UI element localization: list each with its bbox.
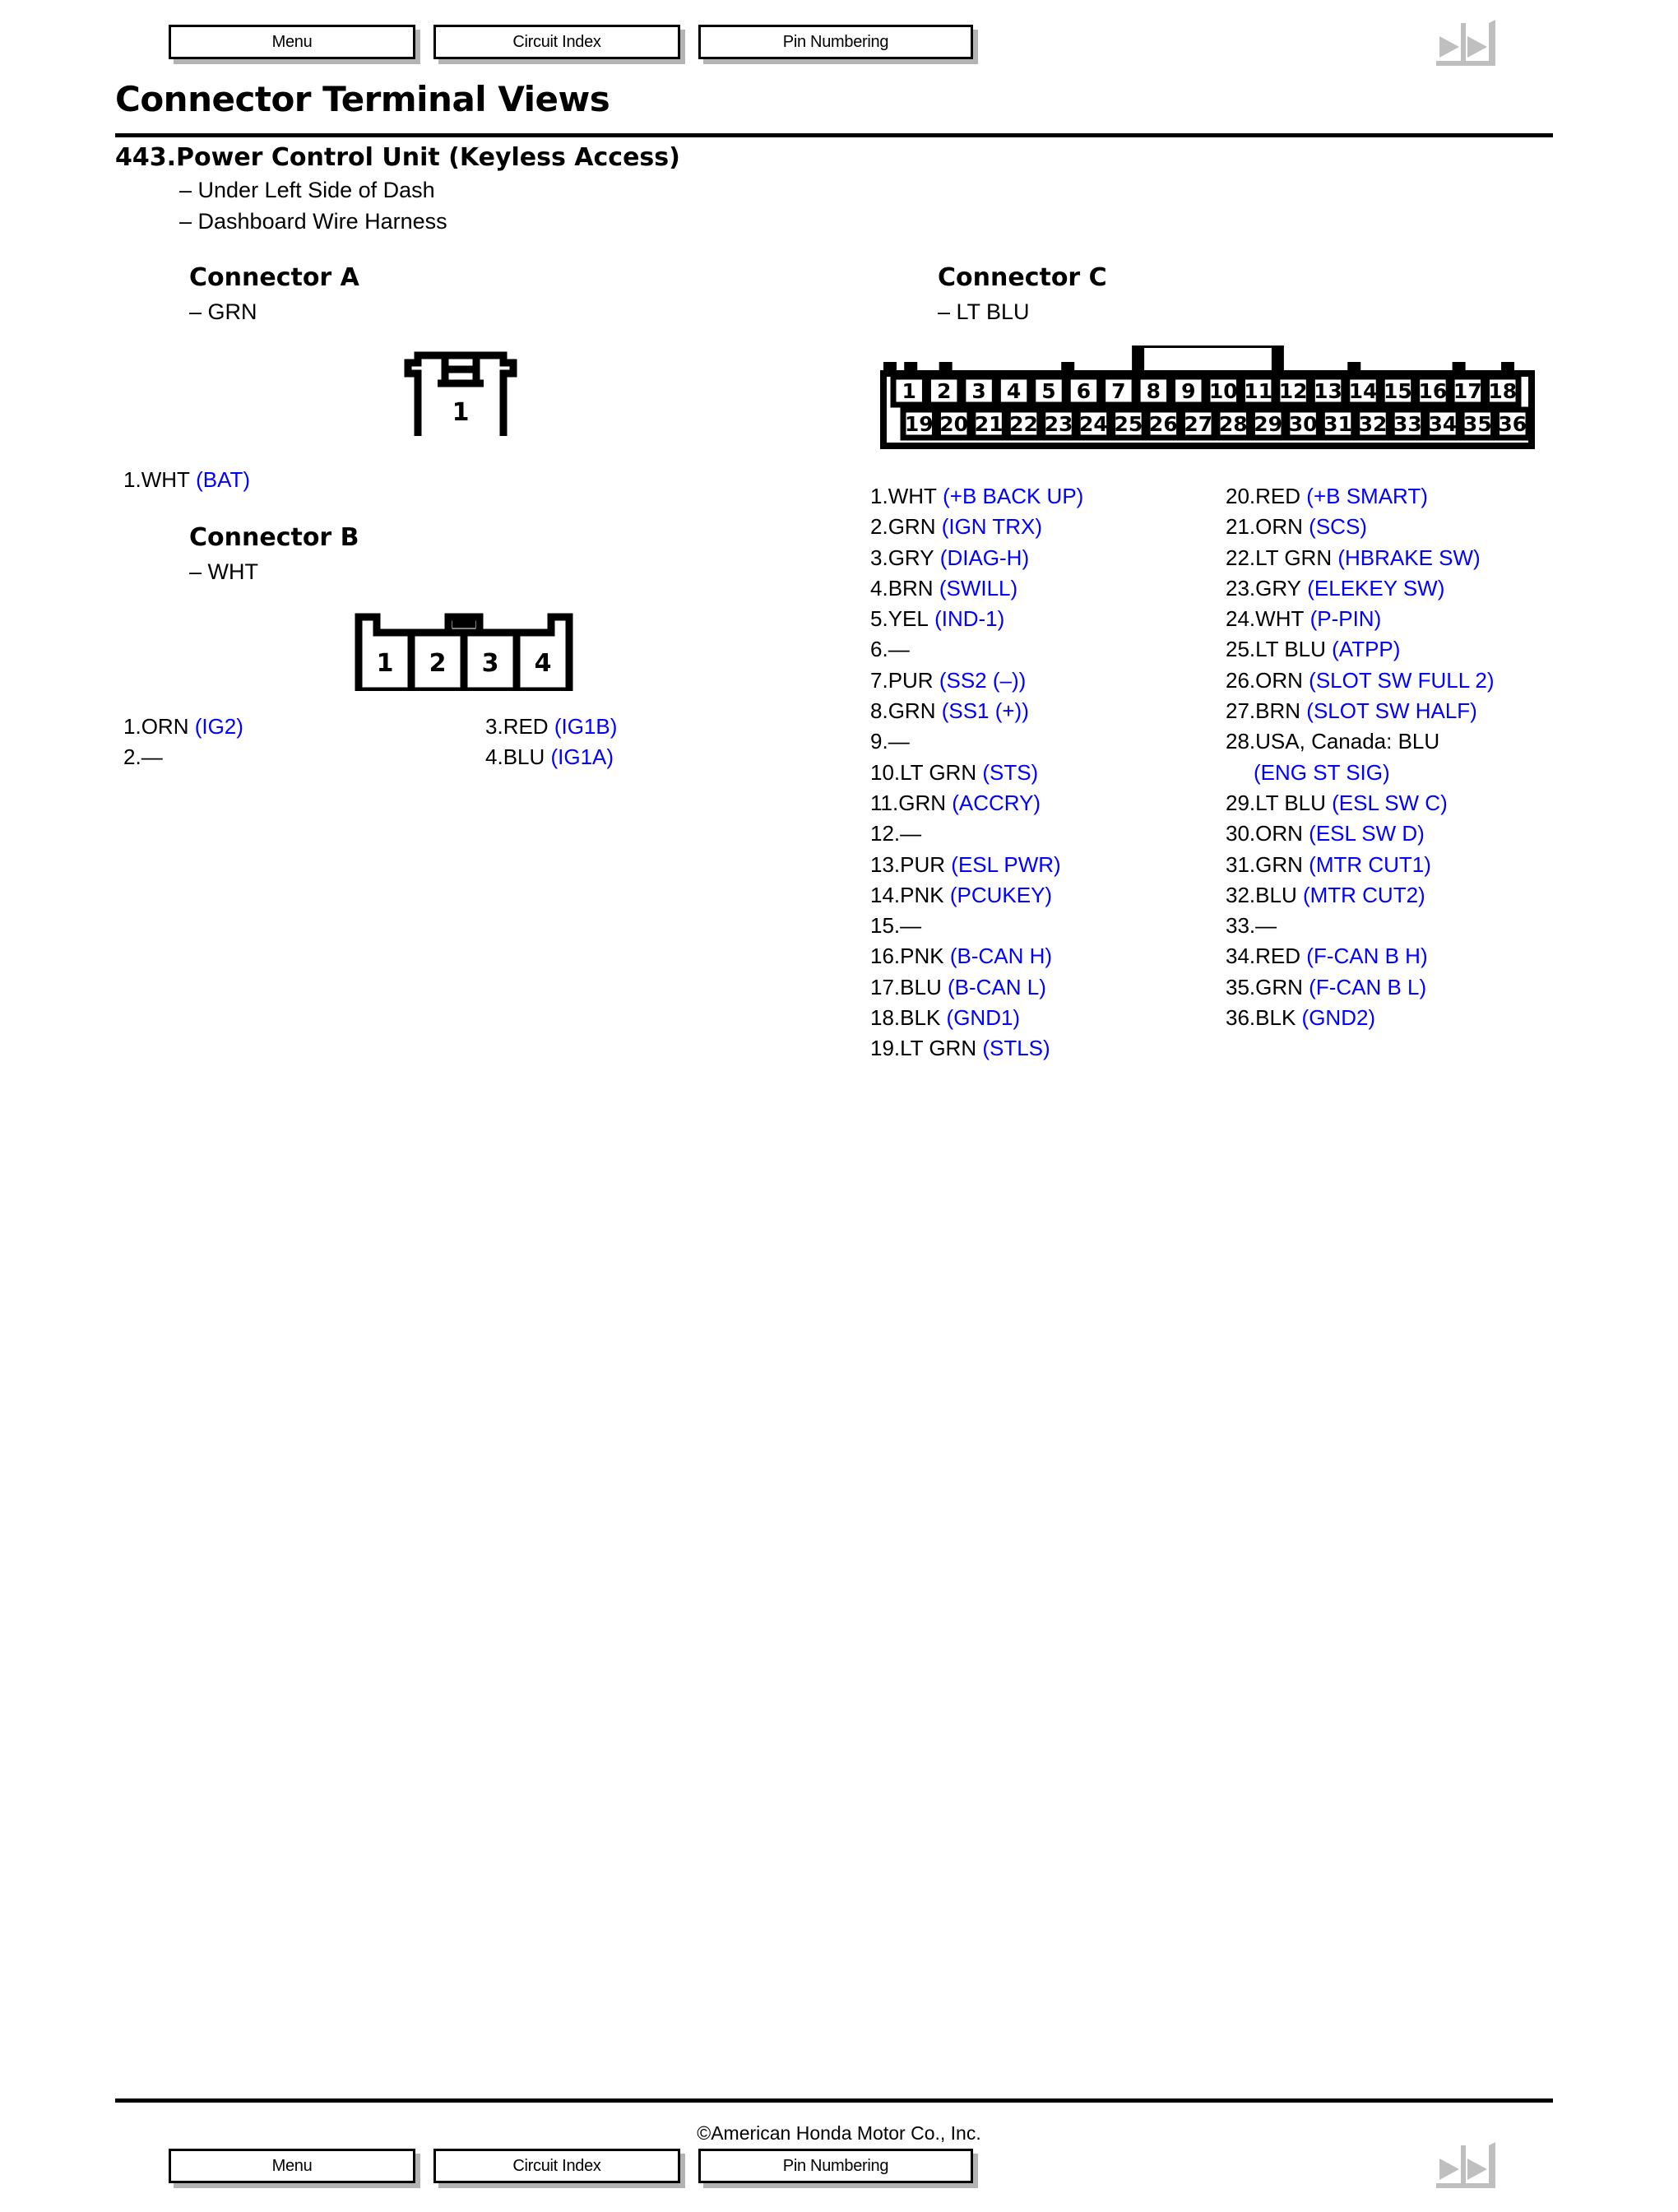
connector-c-cavity-label: 22 [1009,412,1038,436]
pin-row [1226,543,1495,573]
pin-signal-name: (IG1B) [548,714,618,739]
next-page-arrow-icon-bottom [1467,2159,1487,2180]
connector-c-cavity-label: 2 [936,379,952,403]
pin-wire-color: RED [503,714,549,739]
pin-wire-color: RED [1255,484,1301,508]
pin-row [870,1033,1083,1064]
connector-c-cavity-label: 35 [1462,412,1492,436]
pin-wire-color: LT GRN [1255,545,1333,570]
pin-row [870,604,1083,634]
pin-wire-color: — [888,637,910,662]
pin-number: 9. [870,729,888,754]
connector-c-cavity-label: 1 [902,379,916,403]
connector-c-cavity-label: 16 [1418,379,1448,403]
pin-number: 31. [1226,851,1256,877]
pin-signal-name: (SLOT SW FULL 2) [1302,667,1495,693]
pin-row [1226,880,1495,911]
pin-signal-name: (IND-1) [928,606,1005,632]
pin-signal-name: (ESL PWR) [945,851,1061,877]
connector-c-cavity-label: 31 [1323,412,1352,436]
menu-button-bottom[interactable]: Menu [169,2149,415,2183]
connector-b-heading: Connector B [189,523,359,552]
pin-number: 34. [1226,944,1256,969]
connector-c-cavity-label: 25 [1114,412,1143,436]
footer-divider-rule [115,2098,1553,2103]
pin-row [870,665,1083,696]
pin-signal-name: (BAT) [189,467,251,492]
pin-signal-name: (GND1) [940,1005,1021,1031]
connector-a-terminal-diagram [387,344,535,439]
pin-number: 33. [1226,913,1256,939]
pin-signal-name: (SS2 (–)) [933,667,1027,693]
pin-number: 22. [1226,545,1256,570]
pin-wire-color: BLK [900,1005,941,1031]
connector-c-cavity-label: 8 [1146,379,1161,403]
connector-c-cavity-label: 34 [1428,412,1458,436]
pin-row [870,850,1083,880]
pin-numbering-button-bottom[interactable]: Pin Numbering [698,2149,973,2183]
pin-row [1226,972,1495,1003]
pin-number: 1. [870,484,888,508]
pin-row [870,696,1083,726]
pin-wire-color: PUR [900,851,946,877]
pin-number: 3. [870,545,888,570]
pin-wire-color: PNK [900,944,944,969]
connector-c-heading: Connector C [938,263,1107,292]
pin-row [1226,665,1495,696]
pin-signal-name: (+B BACK UP) [936,484,1084,508]
pin-row [1226,941,1495,972]
pin-row [1226,911,1495,941]
connector-c-pin-list-right [1226,481,1495,1033]
pin-wire-color: WHT [141,467,190,492]
pin-row [123,742,243,772]
pin-wire-color: GRN [888,514,936,540]
connector-c-cavity-label: 15 [1384,379,1412,403]
pin-row [870,880,1083,911]
pin-number: 36. [1226,1005,1256,1031]
pin-row [1226,604,1495,634]
connector-b-terminal-diagram [345,599,576,694]
connector-c-color: – LT BLU [938,299,1030,324]
pin-number: 23. [1226,575,1256,601]
pin-number: 2. [123,744,141,770]
pin-signal-name: (SWILL) [933,575,1018,601]
pin-signal-name: (STS) [976,759,1039,785]
pin-row [1226,634,1495,665]
pin-row [1226,481,1495,512]
pin-wire-color: — [1255,913,1277,939]
prev-page-arrow-icon [1439,36,1459,58]
pin-number: 29. [1226,790,1256,815]
connector-c-pin-list-left [870,481,1083,1064]
pin-wire-color: — [141,744,163,770]
connector-c-cavity-label: 5 [1041,379,1056,403]
pin-signal-name: (B-CAN L) [941,974,1046,999]
connector-c-cavity-label: 33 [1393,412,1422,436]
pin-row [1226,573,1495,604]
connector-a-pin-list [123,465,250,495]
pin-signal-name: (ATPP) [1325,637,1401,662]
pin-number: 13. [870,851,901,877]
pin-number: 26. [1226,667,1256,693]
pin-wire-color: GRN [898,790,946,815]
pin-row [870,758,1083,788]
pin-signal-name: (P-PIN) [1304,606,1382,632]
pin-row [870,818,1083,849]
pin-row-continuation [1226,758,1495,788]
connector-b-cavity-4-label: 4 [534,649,552,678]
connector-c-cavity-label: 17 [1453,379,1482,403]
pin-row [870,972,1083,1003]
section-bullet-harness: – Dashboard Wire Harness [179,209,447,234]
connector-c-cavity-label: 10 [1208,379,1238,403]
pin-wire-color: PNK [900,882,944,907]
pin-number: 10. [870,759,901,785]
pin-number: 2. [870,514,888,540]
pin-row [485,742,617,772]
pin-signal-name: (MTR CUT2) [1296,882,1425,907]
section-title: 443.Power Control Unit (Keyless Access) [115,143,680,172]
connector-c-cavity-label: 7 [1111,379,1126,403]
pin-wire-color: PUR [888,667,934,693]
page-navigation-arrows-bottom[interactable] [1431,2140,1522,2193]
connector-c-cavity-label: 23 [1044,412,1073,436]
pin-row [870,512,1083,542]
connector-c-cavity-label: 20 [939,412,969,436]
pin-row [870,543,1083,573]
pin-number: 1. [123,714,141,739]
pin-wire-color: BLU [1255,882,1297,907]
copyright-notice: ©American Honda Motor Co., Inc. [697,2122,981,2144]
connector-b-cavity-1-label: 1 [376,649,394,678]
pin-number: 16. [870,944,901,969]
pin-wire-color: USA, Canada: BLU [1255,729,1440,754]
pin-number: 14. [870,882,901,907]
pin-wire-color: GRN [888,698,936,724]
pin-wire-color: YEL [888,606,929,632]
pin-signal-name: (IG1A) [545,744,614,770]
pin-wire-color: BRN [1255,698,1301,724]
pin-signal-name: (ESL SW D) [1302,821,1425,846]
pin-row [870,911,1083,941]
pin-wire-color: RED [1255,944,1301,969]
pin-signal-name: (STLS) [976,1036,1050,1061]
pin-signal-name: (ENG ST SIG) [1254,759,1390,785]
pin-wire-color: ORN [1255,821,1303,846]
next-page-arrow-icon [1467,36,1487,58]
connector-c-cavity-label: 12 [1278,379,1308,403]
pin-wire-color: LT GRN [900,1036,977,1061]
pin-row [485,712,617,742]
pin-row [870,634,1083,665]
pin-signal-name: (SS1 (+)) [935,698,1029,724]
connector-c-cavity-label: 32 [1358,412,1388,436]
circuit-index-button-top[interactable]: Circuit Index [433,25,680,59]
pin-wire-color: GRY [888,545,934,570]
connector-b-cavity-2-label: 2 [429,649,447,678]
pin-number: 19. [870,1036,901,1061]
connector-a-cavity-1-label: 1 [452,398,470,427]
pin-signal-name: (ELEKEY SW) [1301,575,1445,601]
pin-number: 12. [870,821,901,846]
connector-c-cavity-label: 14 [1348,379,1378,403]
pin-signal-name: (ESL SW C) [1325,790,1448,815]
pin-wire-color: ORN [1255,514,1303,540]
pin-number: 35. [1226,974,1256,999]
pin-wire-color: LT BLU [1255,637,1326,662]
pin-number: 6. [870,637,888,662]
pin-wire-color: GRY [1255,575,1302,601]
pin-wire-color: BLU [503,744,545,770]
pin-number: 3. [485,714,503,739]
pin-row [870,726,1083,757]
connector-c-cavity-label: 13 [1314,379,1342,403]
pin-signal-name: (HBRAKE SW) [1332,545,1481,570]
top-navigation-bar [169,25,973,59]
connector-c-cavity-label: 11 [1244,379,1273,403]
connector-c-cavity-label: 26 [1148,412,1178,436]
connector-c-cavity-label: 21 [974,412,1004,436]
pin-wire-color: BRN [888,575,934,601]
pin-signal-name: (ACCRY) [946,790,1041,815]
circuit-index-button-bottom[interactable]: Circuit Index [433,2149,680,2183]
title-divider-rule [115,133,1553,137]
pin-wire-color: GRN [1255,851,1303,877]
section-bullet-location: – Under Left Side of Dash [179,178,435,202]
pin-wire-color: LT BLU [1255,790,1326,815]
pin-row [870,788,1083,818]
pin-wire-color: BLU [900,974,942,999]
pin-number: 24. [1226,606,1256,632]
pin-signal-name: (F-CAN B L) [1302,974,1427,999]
connector-a-color: – GRN [189,299,257,324]
pin-row [1226,818,1495,849]
pin-row [1226,512,1495,542]
pin-row [1226,1003,1495,1033]
connector-b-cavity-3-label: 3 [481,649,499,678]
connector-b-pin-list-left [123,712,243,773]
pin-signal-name: (GND2) [1296,1005,1376,1031]
pin-number: 20. [1226,484,1256,508]
pin-number: 18. [870,1005,901,1031]
pin-number: 1. [123,467,141,492]
connector-c-cavity-label: 29 [1254,412,1283,436]
connector-c-cavity-label: 28 [1218,412,1248,436]
pin-number: 32. [1226,882,1256,907]
prev-page-arrow-icon-bottom [1439,2159,1459,2180]
pin-signal-name: (+B SMART) [1300,484,1428,508]
pin-numbering-button-top[interactable]: Pin Numbering [698,25,973,59]
connector-c-cavity-label: 3 [971,379,986,403]
pin-row [870,941,1083,972]
menu-button-top[interactable]: Menu [169,25,415,59]
pin-signal-name: (PCUKEY) [943,882,1053,907]
connector-b-pin-list-right [485,712,617,773]
connector-c-cavity-label: 36 [1498,412,1527,436]
pin-signal-name: (DIAG-H) [934,545,1030,570]
pin-signal-name: (IG2) [188,714,243,739]
pin-signal-name: (B-CAN H) [943,944,1053,969]
pin-row [1226,726,1495,757]
pin-row [870,1003,1083,1033]
pin-signal-name: (SCS) [1302,514,1367,540]
pin-wire-color: BLK [1255,1005,1296,1031]
page-navigation-arrows-top[interactable] [1431,18,1522,71]
pin-row [123,712,243,742]
connector-c-cavity-label: 4 [1006,379,1022,403]
pin-number: 7. [870,667,888,693]
pin-wire-color: WHT [1255,606,1305,632]
connector-c-cavity-label: 30 [1288,412,1318,436]
pin-wire-color: — [900,913,922,939]
pin-wire-color: — [900,821,922,846]
pin-wire-color: ORN [141,714,189,739]
connector-c-cavity-label: 24 [1079,412,1108,436]
pin-number: 5. [870,606,888,632]
page-title: Connector Terminal Views [115,79,610,119]
connector-c-cavity-label: 18 [1488,379,1518,403]
pin-number: 30. [1226,821,1256,846]
connector-c-cavity-label: 6 [1076,379,1092,403]
bottom-navigation-bar [169,2149,973,2183]
pin-signal-name: (SLOT SW HALF) [1300,698,1477,724]
pin-wire-color: WHT [888,484,937,508]
pin-number: 21. [1226,514,1256,540]
pin-row [1226,850,1495,880]
pin-number: 4. [870,575,888,601]
connector-b-color: – WHT [189,559,258,584]
pin-row [870,573,1083,604]
connector-c-terminal-diagram [878,345,1537,452]
pin-wire-color: ORN [1255,667,1303,693]
connector-c-cavity-label: 27 [1184,412,1213,436]
connector-c-cavity-label: 9 [1181,379,1196,403]
pin-signal-name: (F-CAN B H) [1300,944,1428,969]
pin-row [123,465,250,495]
pin-signal-name: (IGN TRX) [935,514,1042,540]
pin-number: 27. [1226,698,1256,724]
pin-signal-name: (MTR CUT1) [1302,851,1431,877]
pin-number: 11. [870,790,899,815]
pin-wire-color: GRN [1255,974,1303,999]
pin-number: 8. [870,698,888,724]
pin-number: 15. [870,913,901,939]
connector-c-cavity-label: 19 [904,412,934,436]
pin-wire-color: LT GRN [900,759,977,785]
pin-row [1226,696,1495,726]
pin-wire-color: — [888,729,910,754]
pin-number: 17. [870,974,901,999]
pin-number: 28. [1226,729,1256,754]
pin-row [870,481,1083,512]
pin-number: 25. [1226,637,1256,662]
pin-number: 4. [485,744,503,770]
pin-row [1226,788,1495,818]
connector-a-heading: Connector A [189,263,359,292]
